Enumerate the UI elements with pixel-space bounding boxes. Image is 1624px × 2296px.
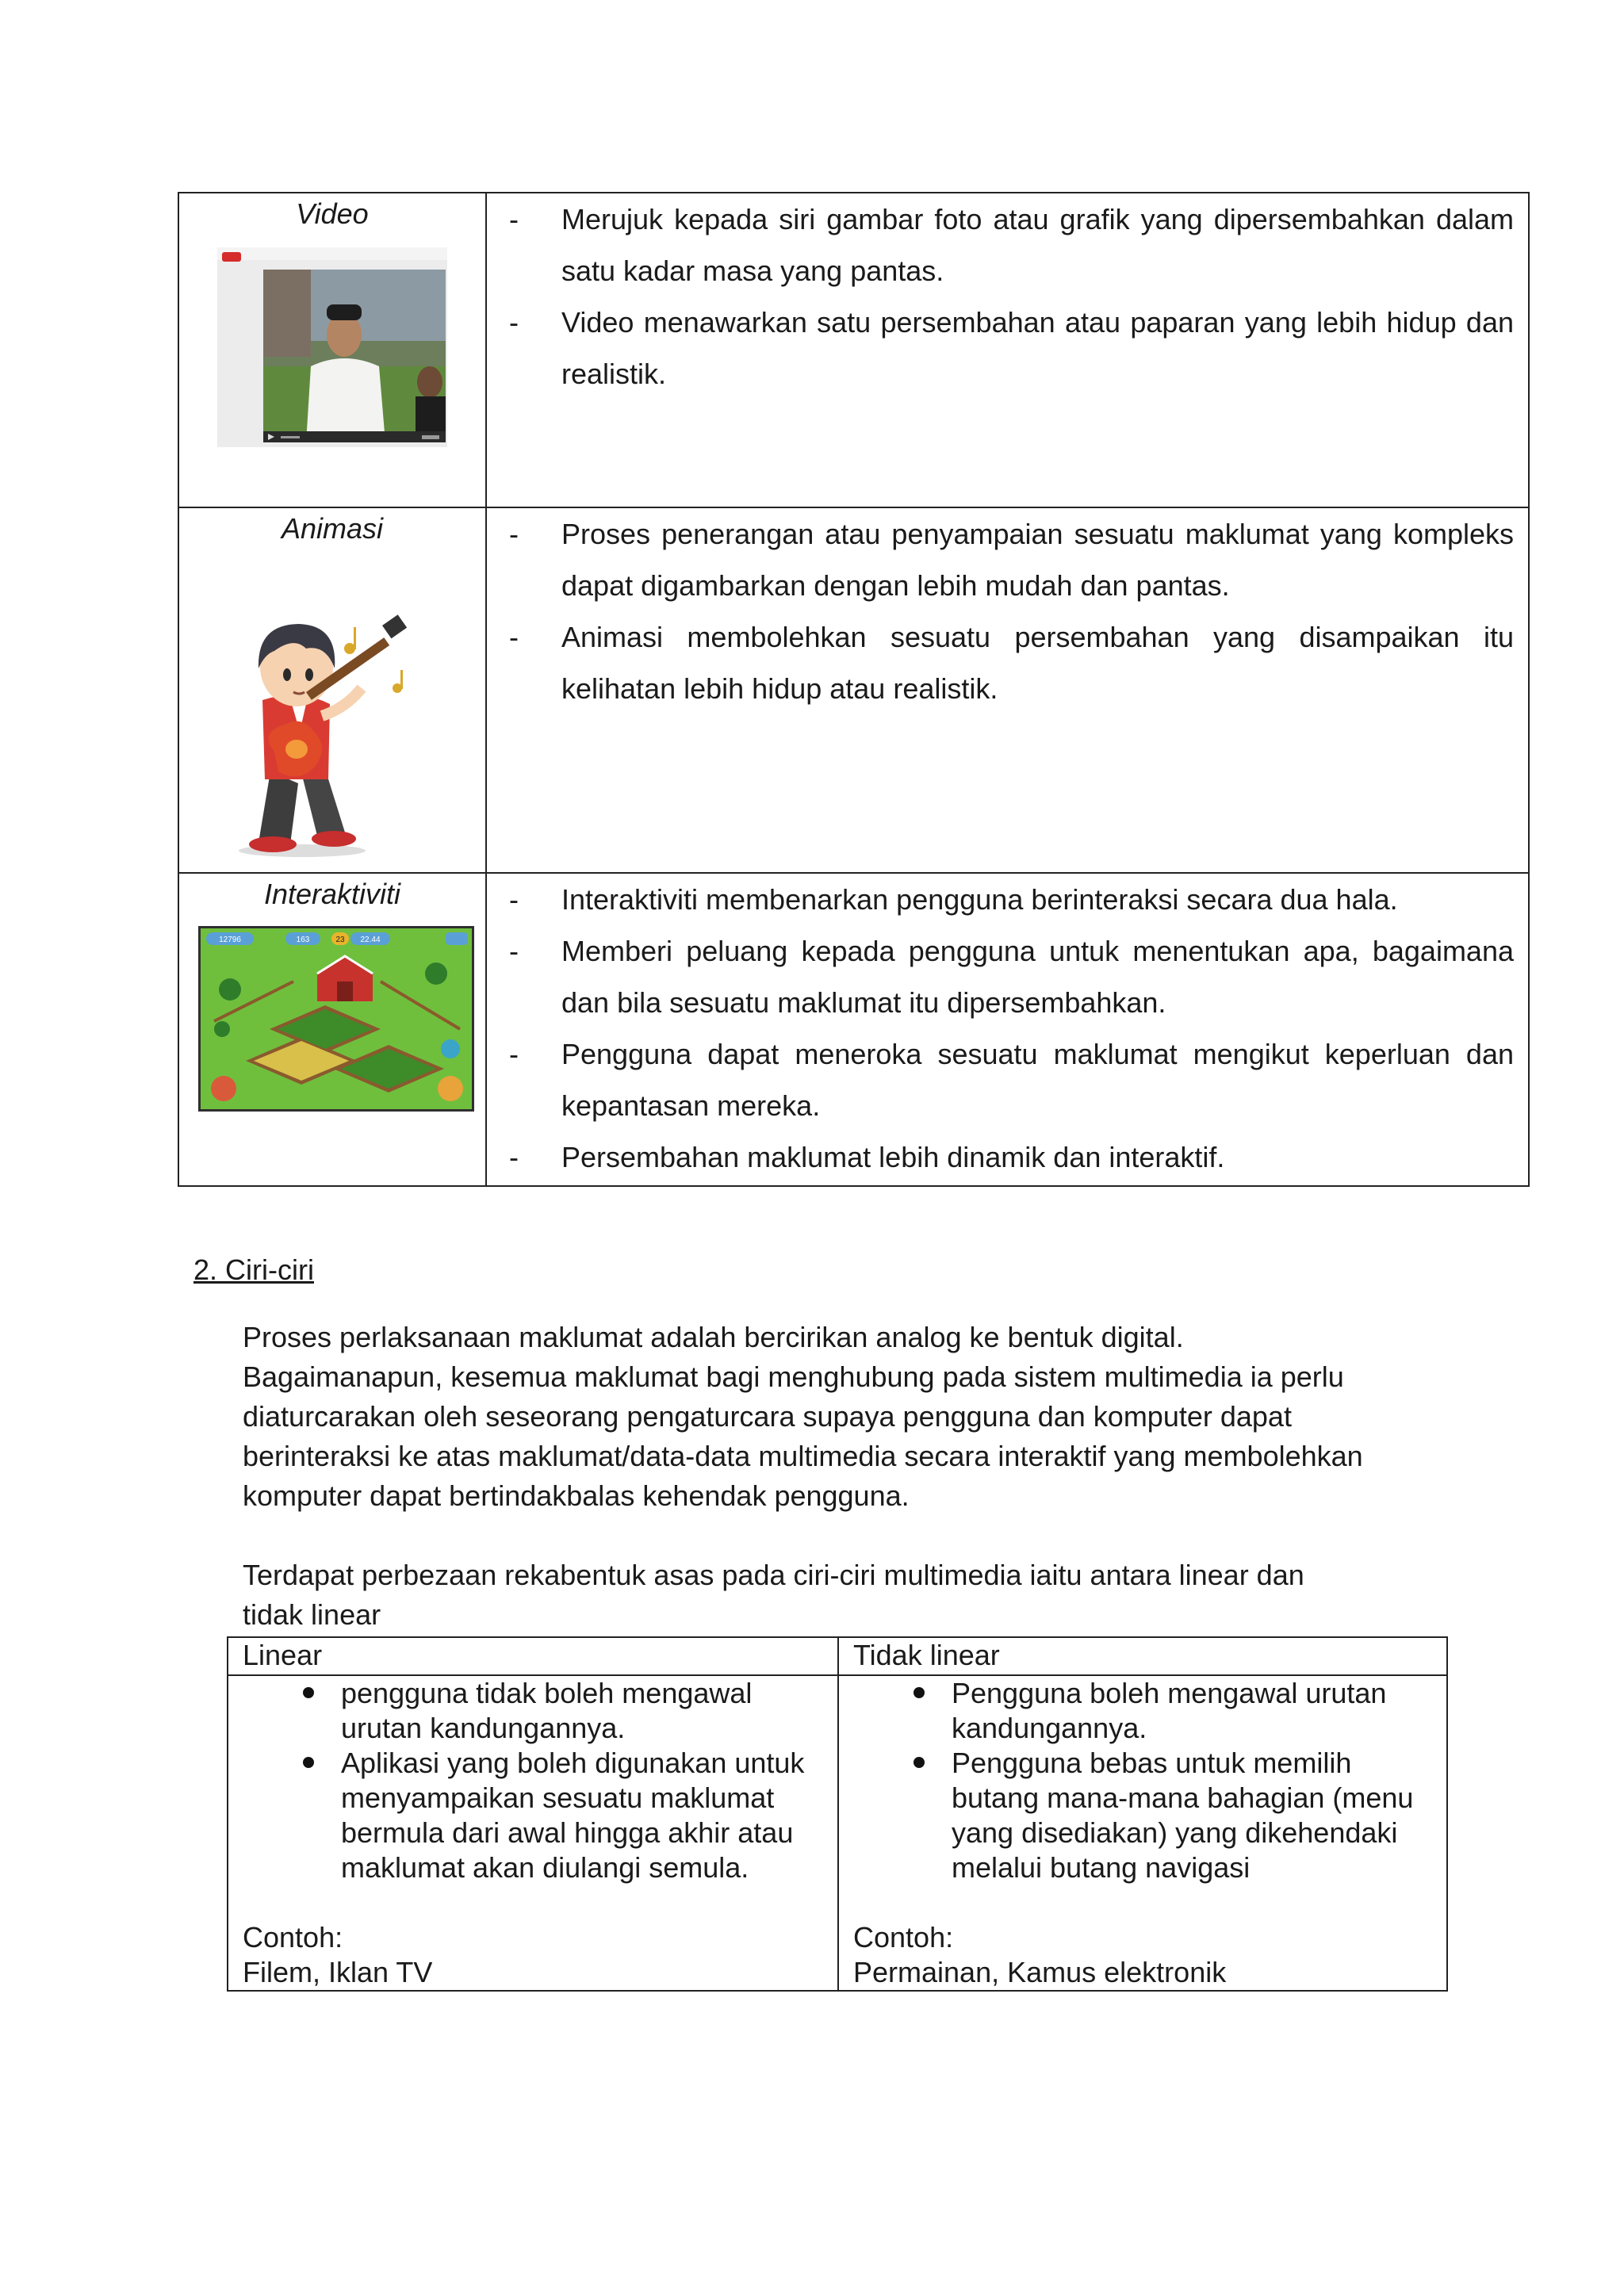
- comparison-header-row: [228, 1638, 1446, 1674]
- media-cell-video: [179, 193, 487, 507]
- desc-item: [509, 925, 1514, 1028]
- dash-marker: -: [509, 935, 519, 967]
- desc-text: Persembahan maklumat lebih dinamik dan interaktif.: [561, 1141, 1225, 1173]
- desc-text: Interaktiviti membenarkan pengguna berinteraksi secara dua hala.: [561, 883, 1398, 916]
- header-nonlinear: Tidak linear: [837, 1638, 1446, 1674]
- hud-time: 22.44: [360, 936, 381, 944]
- paragraph-line: komputer dapat bertindakbalas kehendak pengguna.: [243, 1479, 910, 1512]
- dash-marker: -: [509, 1141, 519, 1173]
- dash-marker: -: [509, 518, 519, 550]
- comparison-body-row: [228, 1674, 1446, 1990]
- dash-marker: -: [509, 306, 519, 339]
- desc-item: [509, 193, 1514, 297]
- dash-marker: -: [509, 1038, 519, 1070]
- list-item: [292, 1676, 823, 1746]
- dash-marker: -: [509, 883, 519, 916]
- paragraph-line: Bagaimanapun, kesemua maklumat bagi menghubung pada sistem multimedia ia perlu: [243, 1360, 1344, 1393]
- header-linear: Linear: [243, 1639, 323, 1671]
- paragraph-line: diaturcarakan oleh seseorang pengaturcara supaya pengguna dan komputer dapat: [243, 1400, 1292, 1433]
- example-linear: Filem, Iklan TV: [243, 1956, 433, 1988]
- desc-item: [509, 508, 1514, 611]
- desc-item: [509, 297, 1514, 400]
- media-row-interaktiviti: [179, 872, 1528, 1185]
- youtube-logo-icon: [222, 252, 241, 262]
- rewind-icon: [438, 1076, 463, 1101]
- desc-text: Pengguna dapat meneroka sesuatu maklumat mengikut keperluan dan kepantasan mereka.: [561, 1038, 1514, 1122]
- paragraph-comparison: [243, 1556, 1480, 1635]
- paragraph-line: Terdapat perbezaan rekabentuk asas pada ciri-ciri multimedia iaitu antara linear dan: [243, 1559, 1304, 1591]
- desc-item: [509, 1028, 1514, 1131]
- media-cell-animasi: [179, 508, 487, 872]
- dash-marker: -: [509, 621, 519, 653]
- cell-linear: [228, 1676, 837, 1990]
- dash-marker: -: [509, 203, 519, 235]
- bullet-list-linear: [243, 1676, 823, 1885]
- comparison-table: [227, 1636, 1448, 1992]
- list-item: [902, 1676, 1432, 1746]
- cell-nonlinear: [837, 1676, 1446, 1990]
- desc-item: [509, 874, 1514, 925]
- example-nonlinear: Permainan, Kamus elektronik: [853, 1956, 1227, 1988]
- video-thumbnail-image: [217, 247, 447, 447]
- bullet-text: pengguna tidak boleh mengawal urutan kandungannya.: [341, 1677, 753, 1744]
- bullet-text: Pengguna boleh mengawal urutan kandungannya.: [952, 1677, 1387, 1744]
- example-label: Contoh:: [243, 1921, 343, 1954]
- bullet-list-nonlinear: [853, 1676, 1432, 1885]
- media-label-interaktiviti: Interaktiviti: [263, 878, 401, 910]
- hud-level: 23: [335, 936, 345, 944]
- bullet-icon: [914, 1687, 925, 1698]
- media-table: [178, 192, 1530, 1187]
- media-desc-animasi: [487, 508, 1528, 872]
- media-desc-interaktiviti: [487, 874, 1528, 1185]
- list-item: [902, 1746, 1432, 1885]
- bullet-icon: [303, 1687, 314, 1698]
- media-cell-interaktiviti: [179, 874, 487, 1185]
- bullet-text: Aplikasi yang boleh digunakan untuk menyampaikan sesuatu maklumat bermula dari awal hingga akhir atau maklumat akan diulangi semula.: [341, 1747, 805, 1884]
- bullet-icon: [303, 1757, 314, 1768]
- paragraph-line: Proses perlaksanaan maklumat adalah bercirikan analog ke bentuk digital.: [243, 1321, 1184, 1353]
- media-row-video: [179, 193, 1528, 507]
- paragraph-line: berinteraksi ke atas maklumat/data-data multimedia secara interaktif yang membolehkan: [243, 1440, 1363, 1472]
- friends-icon: [441, 1039, 460, 1058]
- example-label: Contoh:: [853, 1921, 954, 1954]
- menu-icon: [446, 932, 468, 945]
- desc-text: Proses penerangan atau penyampaian sesuatu maklumat yang kompleks dapat digambarkan dengan lebih mudah dan pantas.: [561, 518, 1514, 602]
- desc-text: Animasi membolehkan sesuatu persembahan yang disampaikan itu kelihatan lebih hidup atau realistik.: [561, 621, 1514, 705]
- shop-icon: [211, 1076, 236, 1101]
- desc-text: Merujuk kepada siri gambar foto atau grafik yang dipersembahkan dalam satu kadar masa yang pantas.: [561, 203, 1514, 287]
- desc-item: [509, 611, 1514, 714]
- paragraph-line: tidak linear: [243, 1598, 381, 1631]
- desc-text: Video menawarkan satu persembahan atau paparan yang lebih hidup dan realistik.: [561, 306, 1514, 390]
- bullet-icon: [914, 1757, 925, 1768]
- list-item: [292, 1746, 823, 1885]
- desc-item: [509, 1131, 1514, 1183]
- media-label-video: Video: [296, 197, 369, 230]
- bullet-text: Pengguna bebas untuk memilih butang mana-mana bahagian (menu yang disediakan) yang dikehendaki melalui butang navigasi: [952, 1747, 1414, 1884]
- section-heading: 2. Ciri-ciri: [193, 1253, 314, 1286]
- media-label-animasi: Animasi: [281, 512, 384, 545]
- guitar-boy-cartoon-image: [227, 613, 433, 859]
- media-desc-video: [487, 193, 1528, 507]
- farm-game-screenshot-image: [198, 926, 474, 1112]
- desc-text: Memberi peluang kepada pengguna untuk menentukan apa, bagaimana dan bila sesuatu maklumat itu dipersembahkan.: [561, 935, 1514, 1019]
- hud-coins: 12796: [219, 936, 241, 944]
- paragraph-intro: [243, 1318, 1480, 1516]
- hud-xp: 163: [296, 936, 310, 944]
- media-row-animasi: [179, 507, 1528, 872]
